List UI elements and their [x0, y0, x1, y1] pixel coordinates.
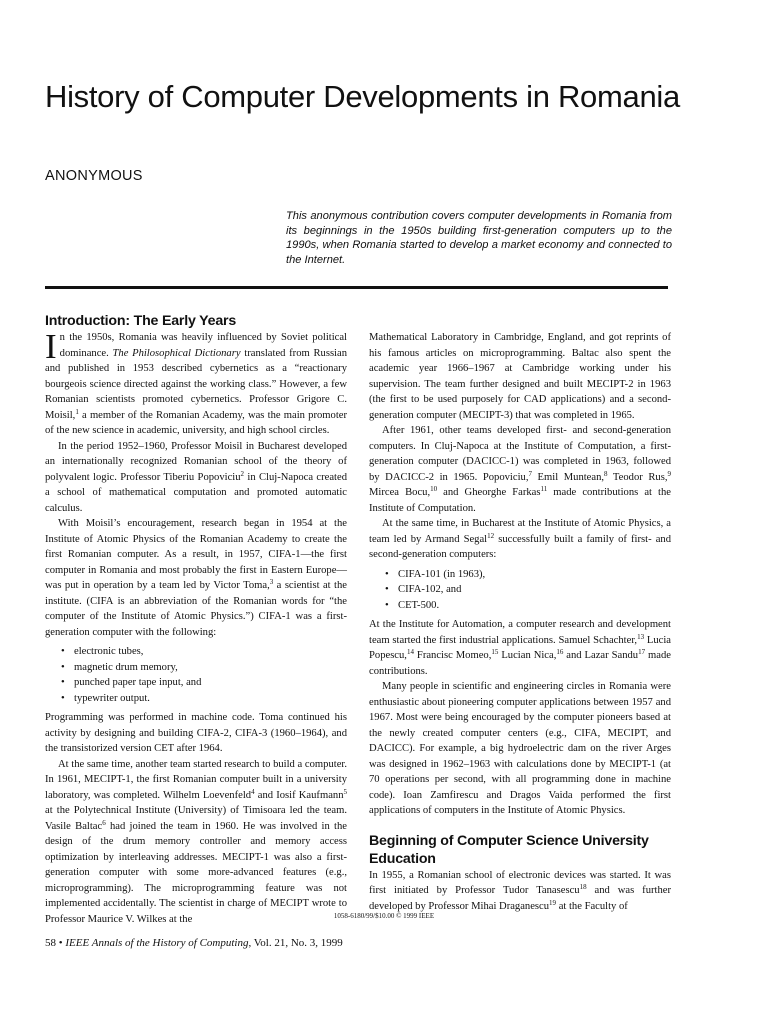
- paragraph: [45, 757, 347, 928]
- text-run: made contributions at the Institute of Computation.: [369, 487, 671, 514]
- footnote-ref: 11: [540, 485, 548, 493]
- page-footer: [45, 937, 343, 949]
- text-run: a scientist at the institute. (CIFA is an abbreviation of the Romanian words for “the computer of the Institute of Atomic Physics.”) CIFA-1 was a first-generation computer with the following:: [45, 580, 347, 638]
- list-item: • punched paper tape input, and: [61, 675, 347, 691]
- list-item: • CIFA-102, and: [385, 582, 671, 598]
- text-run: at the Polytechnical Institute (University) of Timisoara led the team. Vasile Baltac: [45, 805, 347, 832]
- text-run: In 1955, a Romanian school of electronic devices was started. It was first initiated by Professor Tudor Tanasescu: [369, 869, 671, 896]
- right-column: [369, 330, 671, 914]
- paragraph: [369, 617, 671, 679]
- footnote-ref: 8: [604, 469, 608, 478]
- journal-issue: , Vol. 21, No. 3, 1999: [248, 937, 343, 949]
- footnote-ref: 4: [251, 787, 255, 796]
- paragraph: Mathematical Laboratory in Cambridge, England, and got reprints of his famous articles on microprogramming. Baltac also spent the academic year 1966–1967 at Cambridge working under his supervision. The team further designed and built MECIPT-2 in 1963 (the first to be used purposely for CAD applications) and a second-generation computer (MECIPT-3) that was completed in 1965.: [369, 332, 671, 421]
- footnote-ref: 1: [75, 407, 79, 416]
- list-item: • CET-500.: [385, 598, 671, 614]
- list-item: • electronic tubes,: [61, 644, 347, 660]
- paragraph: [369, 516, 671, 563]
- footnote-ref: 5: [343, 787, 347, 796]
- text-run: Mircea Bocu,: [369, 487, 431, 498]
- text-run: and Gheorghe Farkas: [437, 487, 541, 498]
- bullet-list: [385, 567, 671, 614]
- page-number: 58: [45, 937, 56, 949]
- footnote-ref: 17: [638, 648, 646, 656]
- text-run: After 1961, other teams developed first- and second-generation computers. In Cluj-Napoca at the Institute of Computation, a first-generation computer (DACICC-1) was completed in 1963, followed by DACICC-2 in 1965. Popoviciu,: [369, 425, 671, 483]
- text-run: had joined the team in 1960. He was involved in the design of the drum memory controller and memory access optimization by interleaving addresses. MECIPT-1 was also a first-generation computer with some more-advanced features (e.g., microprogramming). The microprogramming feature was not implemented accidentally. The scientist in charge of MECIPT wrote to Professor Maurice V. Wilkes at the: [45, 820, 347, 925]
- footnote-ref: 19: [549, 898, 557, 907]
- header-rule: [45, 286, 668, 289]
- text-run: With Moisil’s encouragement, research began in 1954 at the Institute of Atomic Physics of the Romanian Academy to create the first Romanian computer. As a result, in 1957, CIFA-1—the first computer in Romania and most probably the first in Eastern Europe—was put in operation by a team led by Victor Toma,: [45, 518, 347, 591]
- paragraph: [369, 868, 671, 915]
- footnote-ref: 18: [579, 883, 587, 891]
- author-name: ANONYMOUS: [45, 168, 143, 184]
- footnote-ref: 7: [528, 469, 532, 478]
- text-run: At the Institute for Automation, a computer research and development team started the first industrial applications. Samuel Schachter,: [369, 619, 671, 646]
- paragraph: [45, 327, 348, 439]
- paragraph: [45, 516, 347, 640]
- copyright-code: 1058-6180/99/$10.00 © 1999 IEEE: [333, 912, 435, 920]
- abstract: This anonymous contribution covers computer developments in Romania from its beginnings in the 1950s building first-generation computers up to the 1990s, when Romania started to develop a market economy and connected to the Internet.: [286, 210, 672, 266]
- footnote-ref: 13: [637, 632, 645, 641]
- text-run: successfully built a family of first- and second-generation computers:: [369, 533, 672, 560]
- bullet-separator: •: [58, 937, 63, 949]
- text-run: Teodor Rus,: [607, 471, 668, 483]
- footnote-ref: 3: [269, 578, 274, 586]
- text-run: and was further developed by Professor Mihai Draganescu: [369, 885, 671, 912]
- footnote-ref: 2: [240, 469, 245, 478]
- paragraph: [45, 439, 347, 517]
- text-run: Francisc Momeo,: [413, 650, 492, 661]
- paragraph: Programming was performed in machine code. Toma continued his activity by designing and building CIFA-2, CIFA-3 (1960–1964), and the transistorized version CET after 1964.: [45, 712, 347, 754]
- list-item: • magnetic drum memory,: [61, 660, 347, 676]
- paragraph: [369, 423, 671, 516]
- footnote-ref: 6: [102, 818, 106, 827]
- text-run: Lucian Nica,: [498, 650, 557, 661]
- footnote-ref: 16: [556, 648, 564, 656]
- footnote-ref: 9: [667, 469, 672, 478]
- journal-name: IEEE Annals of the History of Computing: [65, 937, 249, 949]
- footnote-ref: 14: [406, 648, 414, 656]
- text-run: In the period 1952–1960, Professor Moisil in Bucharest developed an internationally recognized Romanian school of the theory of polyvalent logic. Professor Tiberiu Popoviciu: [45, 440, 347, 483]
- list-item: • CIFA-101 (in 1963),: [385, 567, 671, 583]
- paragraph: Many people in scientific and engineering circles in Romania were enthusiastic about pioneering computer applications between 1957 and 1967. Most were being encouraged by the computer pioneers based at the newly created computer centers (e.g., CIFA, MECIPT, and DACICC). For example, a big hydroelectric dam on the river Arges was designed in 1962–1963 with calculations done by MECIPT-1 (at 70 operations per second, with all programming done in machine code). Ioan Zamfirescu and Dragos Vaida performed the first applications of computers in the Institute of Atomic Physics.: [369, 681, 671, 816]
- footnote-ref: 12: [487, 531, 495, 540]
- section-heading-university-education: Beginning of Computer Science University Education: [369, 832, 649, 867]
- section-heading-introduction: Introduction: The Early Years: [45, 313, 237, 329]
- left-column: [45, 312, 347, 927]
- text-run: n the 1950s, Romania was heavily influenced by Soviet political dominance.: [59, 332, 347, 359]
- bullet-list: [61, 644, 347, 706]
- text-run: at the Faculty of: [556, 900, 628, 912]
- list-item: • typewriter output.: [61, 691, 347, 707]
- text-run: and Lazar Sandu: [563, 650, 639, 661]
- text-run: translated from Russian and published in 1953 described cybernetics as a “reactionary bourgeois science directed against the working class.” However, a few Romanian scientists promoted cybernetics. Professor Grigore C. Moisil,: [45, 347, 348, 421]
- text-run: Emil Muntean,: [531, 471, 605, 483]
- drop-cap: I: [45, 327, 57, 366]
- text-run: Lucia Popescu,: [369, 634, 671, 661]
- footnote-ref: 10: [430, 485, 438, 493]
- article-title: History of Computer Developments in Romania: [45, 79, 680, 114]
- text-run: and Iosif Kaufmann: [254, 789, 344, 801]
- text-run: a member of the Romanian Academy, was the main promoter of the new science in academic, university, and high school circles.: [45, 409, 347, 436]
- footnote-ref: 15: [491, 648, 499, 656]
- text-run: in Cluj-Napoca created a school of mathematical computation and promoted automatic calculus.: [45, 471, 348, 514]
- text-run: At the same time, another team started research to build a computer. In 1961, MECIPT-1, the first Romanian computer built in a university laboratory, was completed. Wilhelm Loevenfeld: [45, 758, 347, 801]
- text-run: At the same time, in Bucharest at the Institute of Atomic Physics, a team led by Armand Segal: [369, 518, 671, 545]
- book-title: The Philosophical Dictionary: [112, 347, 241, 359]
- text-run: made contributions.: [369, 650, 671, 677]
